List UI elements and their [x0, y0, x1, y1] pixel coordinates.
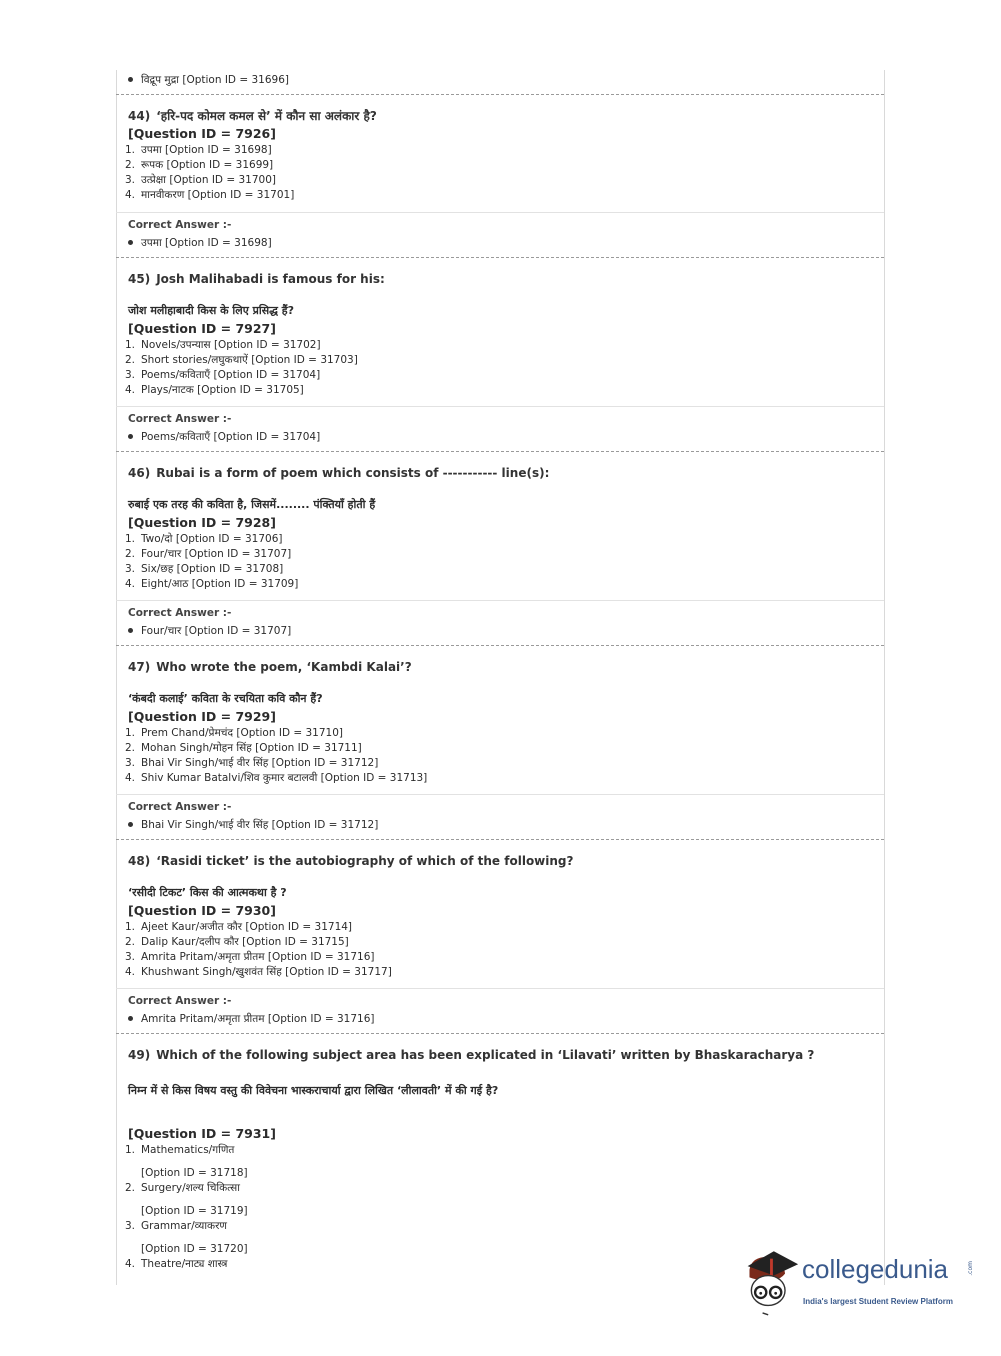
question-block [116, 257, 884, 451]
divider [116, 600, 884, 601]
question-block [116, 1033, 884, 1272]
divider [116, 212, 884, 213]
option-item[interactable] [116, 1181, 884, 1196]
option-text: रूपक [Option ID = 31699] [141, 159, 274, 171]
option-text: Plays/नाटक [Option ID = 31705] [141, 384, 304, 396]
option-item[interactable] [116, 756, 884, 771]
option-item[interactable] [116, 353, 884, 368]
question-number: 49) [128, 1048, 151, 1062]
option-number: 2. [125, 936, 136, 948]
option-number: 3. [125, 369, 136, 381]
question-title [116, 463, 884, 483]
logo-wordmark: collegedunia [802, 1254, 949, 1284]
logo-tagline: India's largest Student Review Platform [803, 1297, 953, 1306]
option-text: Poems/कविताएँ [Option ID = 31704] [141, 369, 321, 381]
option-number: 1. [125, 727, 136, 739]
question-title [116, 269, 884, 289]
option-text: Khushwant Singh/खुशवंत सिंह [Option ID = 31717] [141, 966, 392, 978]
option-text: Novels/उपन्यास [Option ID = 31702] [141, 339, 321, 351]
question-text: ‘हरि-पद कोमल कमल से’ में कौन सा अलंकार है? [156, 109, 377, 123]
option-number: 4. [125, 772, 136, 784]
option-text: Mathematics/गणित [141, 1144, 235, 1156]
correct-answer-label: Correct Answer :- [128, 801, 232, 813]
question-id: [Question ID = 7931] [128, 1126, 276, 1141]
question-hindi-text: ‘कंबदी कलाई’ कविता के रचयिता कवि कौन हैं? [128, 692, 323, 705]
option-text: Theatre/नाट्य शास्त्र [141, 1258, 228, 1270]
question-text: Josh Malihabadi is famous for his: [156, 272, 385, 286]
option-number: 3. [125, 563, 136, 575]
option-number: 1. [125, 921, 136, 933]
option-text: Dalip Kaur/दलीप कौर [Option ID = 31715] [141, 936, 349, 948]
option-number: 2. [125, 742, 136, 754]
bullet-icon [128, 434, 133, 439]
option-text: Surgery/शल्य चिकित्सा [141, 1182, 241, 1194]
option-item[interactable] [116, 547, 884, 562]
option-text: Grammar/व्याकरण [141, 1220, 227, 1232]
option-text: Four/चार [Option ID = 31707] [141, 548, 292, 560]
option-item[interactable] [116, 726, 884, 741]
spacer [116, 638, 884, 645]
question-number: 44) [128, 109, 151, 123]
option-text: Two/दो [Option ID = 31706] [141, 533, 283, 545]
option-text: Prem Chand/प्रेमचंद [Option ID = 31710] [141, 727, 344, 739]
option-item[interactable] [116, 741, 884, 756]
question-id: [Question ID = 7926] [128, 126, 276, 141]
option-number: 2. [125, 548, 136, 560]
divider [116, 406, 884, 407]
question-number: 47) [128, 660, 151, 674]
correct-answer [116, 1012, 884, 1026]
option-item[interactable] [116, 935, 884, 950]
question-number: 46) [128, 466, 151, 480]
question-hindi-text: ‘रसीदी टिकट’ किस की आत्मकथा है ? [128, 886, 287, 899]
bullet-icon [128, 628, 133, 633]
option-number: 4. [125, 966, 136, 978]
answer-text: उपमा [Option ID = 31698] [141, 237, 272, 249]
answer-text: Four/चार [Option ID = 31707] [141, 625, 292, 637]
collegedunia-logo[interactable] [742, 1247, 992, 1322]
bullet-icon [128, 240, 133, 245]
option-item[interactable] [116, 383, 884, 398]
correct-answer-label: Correct Answer :- [128, 219, 232, 231]
bullet-icon [128, 77, 133, 82]
question-block [116, 451, 884, 645]
correct-answer-label: Correct Answer :- [128, 995, 232, 1007]
option-text: Six/छह [Option ID = 31708] [141, 563, 284, 575]
option-id: [Option ID = 31719] [141, 1205, 248, 1217]
option-number: 3. [125, 1220, 136, 1232]
option-item[interactable] [116, 950, 884, 965]
option-item[interactable] [116, 188, 884, 203]
option-number: 3. [125, 951, 136, 963]
option-item[interactable] [116, 338, 884, 353]
question-number: 45) [128, 272, 151, 286]
question-number: 48) [128, 854, 151, 868]
option-number: 4. [125, 1258, 136, 1270]
question-id: [Question ID = 7929] [128, 709, 276, 724]
question-id: [Question ID = 7930] [128, 903, 276, 918]
question-block [116, 94, 884, 257]
question-hindi-text: रुबाई एक तरह की कविता है, जिसमें........ पंक्तियाँ होती हैं [128, 498, 376, 511]
correct-answer-label: Correct Answer :- [128, 413, 232, 425]
question-hindi-text: निम्न में से किस विषय वस्तु की विवेचना भास्कराचार्या द्वारा लिखित ‘लीलावती’ में की गई है? [128, 1084, 499, 1097]
option-item[interactable] [116, 173, 884, 188]
answer-text: Bhai Vir Singh/भाई वीर सिंह [Option ID = 31712] [141, 819, 379, 831]
correct-answer-label: Correct Answer :- [128, 607, 232, 619]
option-number: 2. [125, 1182, 136, 1194]
option-item[interactable] [116, 368, 884, 383]
question-block [116, 839, 884, 1033]
answer-text: विद्रूप मुद्रा [Option ID = 31696] [141, 74, 289, 86]
option-number: 4. [125, 578, 136, 590]
question-hindi-text: जोश मलीहाबादी किस के लिए प्रसिद्ध हैं? [128, 304, 294, 317]
option-text: Eight/आठ [Option ID = 31709] [141, 578, 299, 590]
spacer [116, 1026, 884, 1033]
answer-text: Poems/कविताएँ [Option ID = 31704] [141, 431, 321, 443]
option-number: 1. [125, 144, 136, 156]
correct-answer [116, 624, 884, 638]
question-text: Which of the following subject area has been explicated in ‘Lilavati’ written by Bhaskaracharya ? [156, 1048, 815, 1062]
option-item[interactable] [116, 965, 884, 980]
question-title [116, 1045, 884, 1065]
bullet-icon [128, 1016, 133, 1021]
option-id: [Option ID = 31718] [141, 1167, 248, 1179]
option-number: 3. [125, 757, 136, 769]
option-item[interactable] [116, 158, 884, 173]
divider [116, 988, 884, 989]
option-text: उपमा [Option ID = 31698] [141, 144, 272, 156]
option-text: Shiv Kumar Batalvi/शिव कुमार बटालवी [Option ID = 31713] [141, 772, 428, 784]
option-number: 1. [125, 339, 136, 351]
option-number: 2. [125, 159, 136, 171]
question-list [116, 73, 884, 1272]
spacer [116, 444, 884, 451]
option-item[interactable] [116, 920, 884, 935]
option-number: 2. [125, 354, 136, 366]
option-text: मानवीकरण [Option ID = 31701] [141, 189, 295, 201]
option-text: Mohan Singh/मोहन सिंह [Option ID = 31711] [141, 742, 362, 754]
correct-answer [116, 430, 884, 444]
correct-answer [116, 818, 884, 832]
mascot-icon [742, 1247, 800, 1319]
previous-correct-answer [116, 73, 884, 87]
option-number: 1. [125, 1144, 136, 1156]
divider [116, 794, 884, 795]
option-item[interactable] [116, 577, 884, 592]
option-item[interactable] [116, 1143, 884, 1158]
answer-text: Amrita Pritam/अमृता प्रीतम [Option ID = 31716] [141, 1013, 375, 1025]
spacer [116, 250, 884, 257]
question-title [116, 657, 884, 677]
option-item[interactable] [116, 143, 884, 158]
option-text: Amrita Pritam/अमृता प्रीतम [Option ID = 31716] [141, 951, 375, 963]
question-text: Rubai is a form of poem which consists of ----------- line(s): [156, 466, 550, 480]
option-item[interactable] [116, 532, 884, 547]
option-id: [Option ID = 31720] [141, 1243, 248, 1255]
question-title [116, 851, 884, 871]
option-number: 4. [125, 189, 136, 201]
question-text: Who wrote the poem, ‘Kambdi Kalai’? [156, 660, 412, 674]
option-item[interactable] [116, 562, 884, 577]
option-text: उत्प्रेक्षा [Option ID = 31700] [141, 174, 276, 186]
option-item[interactable] [116, 771, 884, 786]
option-text: Bhai Vir Singh/भाई वीर सिंह [Option ID = 31712] [141, 757, 379, 769]
question-title [116, 107, 884, 125]
correct-answer [116, 236, 884, 250]
logo-suffix: .com [967, 1261, 974, 1276]
question-id: [Question ID = 7927] [128, 321, 276, 336]
question-block [116, 645, 884, 839]
option-text: Short stories/लघुकथाऐं [Option ID = 31703] [141, 354, 358, 366]
option-text: Ajeet Kaur/अजीत कौर [Option ID = 31714] [141, 921, 353, 933]
option-number: 4. [125, 384, 136, 396]
option-number: 1. [125, 533, 136, 545]
bullet-icon [128, 822, 133, 827]
spacer [116, 832, 884, 839]
question-id: [Question ID = 7928] [128, 515, 276, 530]
option-number: 3. [125, 174, 136, 186]
question-text: ‘Rasidi ticket’ is the autobiography of which of the following? [156, 854, 574, 868]
option-item[interactable] [116, 1219, 884, 1234]
